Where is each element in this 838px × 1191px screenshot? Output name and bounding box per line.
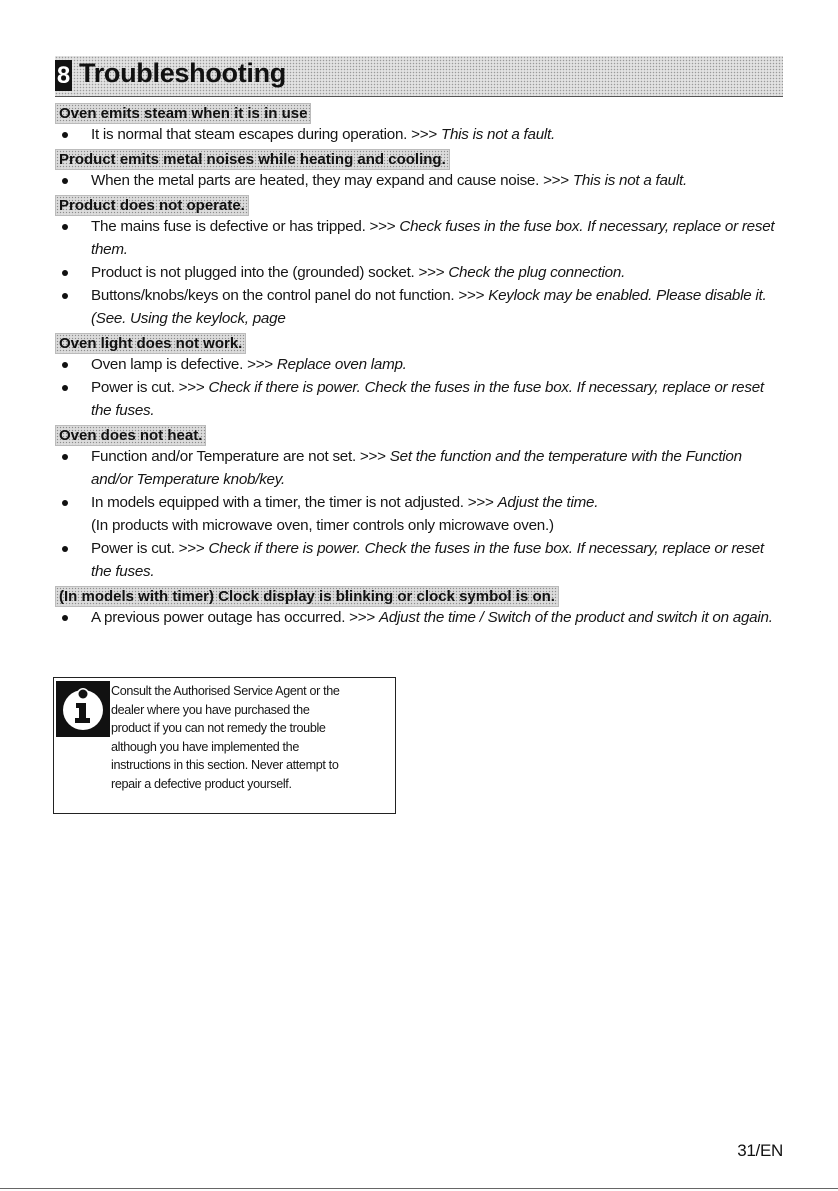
cause-text: Oven lamp is defective. >>>: [91, 356, 277, 373]
remedy-text: Check if there is power. Check the fuses in the fuse box. If necessary, replace or reset the fuses.: [91, 379, 764, 419]
bullet-icon: [62, 362, 68, 368]
remedy-text: Check if there is power. Check the fuses in the fuse box. If necessary, replace or reset the fuses.: [91, 540, 764, 580]
list-item: [55, 353, 785, 376]
bullet-icon: [62, 385, 68, 391]
list-item: [55, 537, 785, 583]
list-item: [55, 123, 785, 146]
remedy-text: Keylock may be enabled. Please disable it. (See. Using the keylock, page: [91, 287, 767, 327]
cause-text: A previous power outage has occurred. >>>: [91, 609, 379, 626]
bullet-icon: [62, 270, 68, 276]
cause-text: Power is cut. >>>: [91, 540, 209, 557]
list-item: [55, 261, 785, 284]
cause-text: In models equipped with a timer, the timer is not adjusted. >>>: [91, 494, 498, 511]
remedy-text: Check fuses in the fuse box. If necessary, replace or reset them.: [91, 218, 775, 258]
footer-rule: [0, 1188, 838, 1189]
bullet-icon: [62, 546, 68, 552]
list-item: [55, 491, 785, 537]
problem-heading: Oven light does not work.: [55, 333, 246, 354]
bullet-icon: [62, 454, 68, 460]
cause-text: It is normal that steam escapes during operation. >>>: [91, 126, 441, 143]
list-item: [55, 169, 785, 192]
bullet-icon: [62, 615, 68, 621]
bullet-icon: [62, 500, 68, 506]
list-item: [55, 606, 785, 629]
problem-heading: (In models with timer) Clock display is blinking or clock symbol is on.: [55, 586, 559, 607]
list-item: [55, 376, 785, 422]
troubleshooting-list: [55, 100, 785, 629]
header-rule: [55, 96, 783, 97]
note-text: (In products with microwave oven, timer controls only microwave oven.): [91, 517, 554, 534]
list-item: [55, 284, 785, 330]
remedy-text: Adjust the time / Switch of the product and switch it on again.: [378, 609, 773, 626]
info-icon: [56, 681, 110, 737]
cause-text: Buttons/knobs/keys on the control panel do not function. >>>: [91, 287, 489, 304]
remedy-text: This is not a fault.: [572, 172, 687, 189]
remedy-text: This is not a fault.: [440, 126, 555, 143]
problem-heading: Product does not operate.: [55, 195, 249, 216]
section-title: Troubleshooting: [79, 58, 286, 88]
info-box: [53, 677, 396, 814]
cause-text: Product is not plugged into the (grounded) socket. >>>: [91, 264, 449, 281]
section-header: [55, 56, 783, 96]
remedy-text: Check the plug connection.: [448, 264, 626, 281]
info-text: Consult the Authorised Service Agent or the dealer where you have purchased the product if you can not remedy the trouble although you have implemented the instructions in this section. Never attempt to repair a defective product yourself.: [111, 684, 340, 791]
remedy-text: Replace oven lamp.: [276, 356, 407, 373]
section-number: 8: [56, 62, 71, 89]
cause-text: The mains fuse is defective or has tripped. >>>: [91, 218, 400, 235]
cause-text: Function and/or Temperature are not set. >>>: [91, 448, 390, 465]
bullet-icon: [62, 178, 68, 184]
cause-text: Power is cut. >>>: [91, 379, 209, 396]
page-number: 31/EN: [737, 1141, 783, 1160]
remedy-text: Set the function and the temperature with the Function and/or Temperature knob/key.: [91, 448, 742, 488]
remedy-text: Adjust the time.: [497, 494, 599, 511]
problem-heading: Product emits metal noises while heating and cooling.: [55, 149, 450, 170]
bullet-icon: [62, 224, 68, 230]
bullet-icon: [62, 132, 68, 138]
problem-heading: Oven does not heat.: [55, 425, 206, 446]
list-item: [55, 215, 785, 261]
cause-text: When the metal parts are heated, they may expand and cause noise. >>>: [91, 172, 573, 189]
bullet-icon: [62, 293, 68, 299]
problem-heading: Oven emits steam when it is in use: [55, 103, 311, 124]
list-item: [55, 445, 785, 491]
